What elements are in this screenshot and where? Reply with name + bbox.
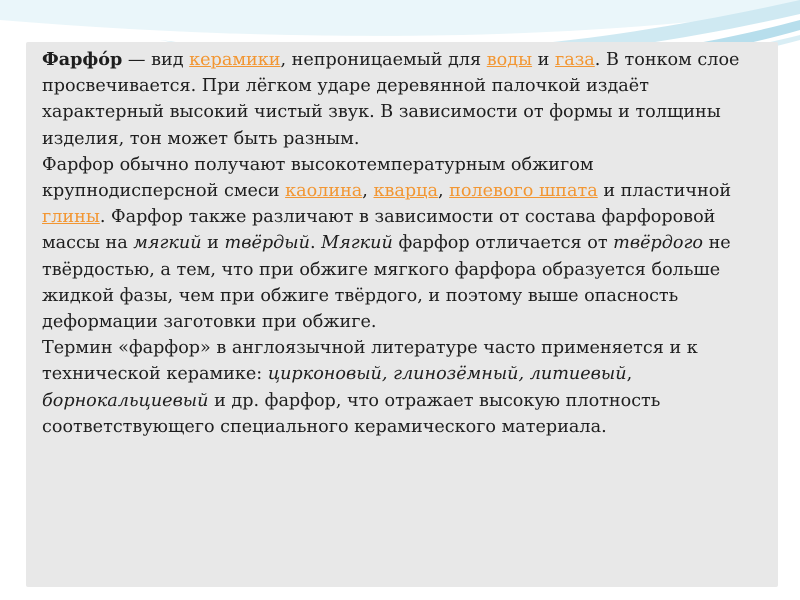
article-text bbox=[42, 47, 772, 440]
italic-zircon-alumina: цирконовый, глинозёмный, bbox=[267, 364, 525, 385]
link-kaolin[interactable]: каолина bbox=[285, 181, 363, 202]
text-run: Фарфор обычно получают высокотемпературным обжигом крупнодисперсной смеси bbox=[42, 154, 594, 202]
text-run: . Фарфор также различают в зависимости от состава фарфоровой массы на bbox=[42, 207, 716, 254]
text-run: и bbox=[201, 233, 225, 254]
italic-boron-calcium: борнокальциевый bbox=[42, 390, 209, 411]
paragraph-definition bbox=[42, 47, 772, 152]
italic-soft-capital: Мягкий bbox=[321, 233, 393, 254]
text-run: . bbox=[309, 233, 322, 254]
text-run: Термин «фарфор» в англоязычной литературе часто применяется и к технической керамике: bbox=[42, 338, 698, 385]
italic-lithium: литиевый bbox=[529, 364, 627, 385]
text-run: фарфор отличается от bbox=[392, 233, 614, 254]
text-run: и bbox=[532, 50, 555, 70]
paragraph-production bbox=[42, 152, 772, 335]
text-run: , bbox=[626, 364, 633, 385]
link-feldspar[interactable]: полевого шпата bbox=[449, 181, 598, 202]
link-clay[interactable]: глины bbox=[42, 207, 100, 228]
italic-hard-genitive: твёрдого bbox=[613, 233, 703, 254]
text-run: , bbox=[362, 181, 374, 202]
text-run: , непроницаемый для bbox=[280, 50, 487, 70]
link-quartz[interactable]: кварца bbox=[373, 181, 438, 202]
text-run: . В тонком слое просвечивается. При лёгком ударе деревянной палочкой издаёт характерный высокий чистый звук. В зависимости от формы и толщины изделия, тон может быть разным. bbox=[42, 50, 740, 149]
link-ceramics[interactable]: керамики bbox=[189, 50, 281, 70]
text-run: и др. фарфор, что отражает высокую плотность соответствующего специального керамического материала. bbox=[42, 390, 661, 437]
text-run: не твёрдостью, а тем, что при обжиге мягкого фарфора образуется больше жидкой фазы, чем при обжиге твёрдого, и поэтому выше опасность деформации заготовки при обжиге. bbox=[42, 233, 731, 333]
text-run: — вид bbox=[122, 50, 190, 70]
italic-soft: мягкий bbox=[133, 233, 202, 254]
italic-hard: твёрдый bbox=[224, 233, 310, 254]
paragraph-terminology bbox=[42, 335, 772, 440]
link-gas[interactable]: газа bbox=[555, 50, 595, 70]
text-run: и пластичной bbox=[597, 181, 732, 202]
text-run: , bbox=[437, 181, 450, 202]
link-water[interactable]: воды bbox=[486, 50, 533, 70]
term-porcelain: Фарфо́р bbox=[42, 49, 123, 70]
